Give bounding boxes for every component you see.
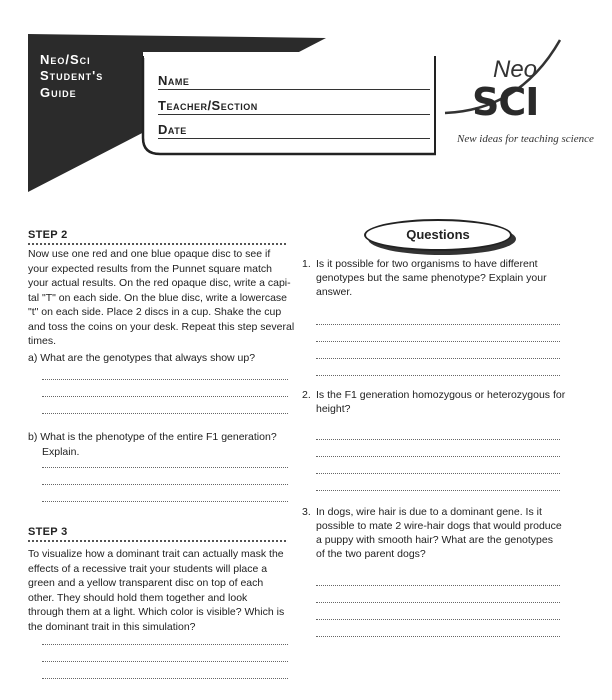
question-a: a) What are the genotypes that always show up? bbox=[28, 352, 256, 364]
step2-line: times. bbox=[28, 335, 57, 347]
answer-line-a1[interactable] bbox=[42, 379, 288, 380]
step2-line: "t" on each side. Place 2 discs in a cup. Shake the cup bbox=[28, 306, 282, 318]
name-field[interactable] bbox=[158, 89, 430, 90]
brand-title: Neo/Sci bbox=[40, 52, 91, 67]
answer-line-b1[interactable] bbox=[42, 467, 288, 468]
step3-line: green and a yellow transparent disc on top of each bbox=[28, 577, 264, 589]
question-1-line: answer. bbox=[316, 286, 353, 298]
step3-divider bbox=[28, 540, 286, 542]
question-2-number: 2. bbox=[302, 389, 311, 401]
question-3-line: In dogs, wire hair is due to a dominant gene. Is it bbox=[316, 506, 542, 518]
question-1 bbox=[302, 257, 572, 299]
step3-line: To visualize how a dominant trait can actually mask the bbox=[28, 548, 284, 560]
answer-line-q1-4[interactable] bbox=[316, 375, 560, 376]
answer-line-s3-2[interactable] bbox=[42, 661, 288, 662]
question-3-line: a puppy with smooth hair? What are the genotypes bbox=[316, 534, 553, 546]
teacher-section-field[interactable] bbox=[158, 114, 430, 115]
step2-line: Now use one red and one blue opaque disc to see if bbox=[28, 248, 271, 260]
answer-line-a3[interactable] bbox=[42, 413, 288, 414]
answer-line-q1-2[interactable] bbox=[316, 341, 560, 342]
answer-line-q2-1[interactable] bbox=[316, 439, 560, 440]
step2-line: your expected results from the Punnet square match bbox=[28, 262, 272, 275]
step3-line: through them at a light. Which color is visible? Which is bbox=[28, 606, 285, 618]
brand-subtitle: Student's bbox=[40, 68, 104, 83]
teacher-section-label: Teacher/Section bbox=[158, 98, 258, 113]
step2-divider bbox=[28, 243, 286, 245]
question-3 bbox=[302, 505, 572, 561]
logo-tagline: New ideas for teaching science bbox=[457, 133, 594, 145]
question-1-line: genotypes but the same phenotype? Explain your bbox=[316, 272, 547, 284]
answer-line-q3-2[interactable] bbox=[316, 602, 560, 603]
question-1-line: Is it possible for two organisms to have different bbox=[316, 258, 538, 270]
step2-line: tal "T" on each side. On the blue disc, write a lowercase bbox=[28, 291, 287, 304]
date-field[interactable] bbox=[158, 138, 430, 139]
question-2 bbox=[302, 388, 572, 416]
questions-title: Questions bbox=[364, 219, 512, 251]
step2-body bbox=[28, 247, 298, 349]
question-3-line: of the two parent dogs? bbox=[316, 548, 426, 560]
date-label: Date bbox=[158, 122, 187, 137]
answer-line-q1-1[interactable] bbox=[316, 324, 560, 325]
question-2-line: height? bbox=[316, 403, 351, 415]
answer-line-q3-1[interactable] bbox=[316, 585, 560, 586]
question-3-number: 3. bbox=[302, 506, 311, 518]
logo-neo: Neo bbox=[493, 56, 538, 83]
answer-line-s3-3[interactable] bbox=[42, 678, 288, 679]
step3-line: the dominant trait in this simulation? bbox=[28, 620, 196, 633]
answer-line-b3[interactable] bbox=[42, 501, 288, 502]
question-2-line: Is the F1 generation homozygous or heterozygous for bbox=[316, 389, 566, 401]
answer-line-b2[interactable] bbox=[42, 484, 288, 485]
question-b bbox=[28, 430, 277, 459]
step3-heading: STEP 3 bbox=[28, 526, 68, 538]
name-label: Name bbox=[158, 73, 190, 88]
answer-line-q2-2[interactable] bbox=[316, 456, 560, 457]
step2-line: and toss the coins on your desk. Repeat this step several bbox=[28, 320, 295, 333]
step3-line: other. They should hold them together and look bbox=[28, 591, 248, 604]
step3-line: effects of a recessive trait your students will place a bbox=[28, 562, 268, 575]
brand-subtitle-2: Guide bbox=[40, 85, 77, 100]
answer-line-s3-1[interactable] bbox=[42, 644, 288, 645]
answer-line-q1-3[interactable] bbox=[316, 358, 560, 359]
answer-line-a2[interactable] bbox=[42, 396, 288, 397]
answer-line-q2-3[interactable] bbox=[316, 473, 560, 474]
question-b-line: Explain. bbox=[42, 445, 80, 458]
question-1-number: 1. bbox=[302, 258, 311, 270]
step2-line: your actual results. On the red opaque disc, write a capi- bbox=[28, 277, 291, 289]
answer-line-q3-4[interactable] bbox=[316, 636, 560, 637]
step3-body bbox=[28, 547, 298, 634]
question-3-line: possible to mate 2 wire-hair dogs that would produce bbox=[316, 520, 562, 532]
question-b-line: b) What is the phenotype of the entire F1 generation? bbox=[28, 431, 277, 443]
step2-heading: STEP 2 bbox=[28, 229, 68, 241]
answer-line-q2-4[interactable] bbox=[316, 490, 560, 491]
answer-line-q3-3[interactable] bbox=[316, 619, 560, 620]
logo-sci: SCI bbox=[472, 80, 539, 124]
